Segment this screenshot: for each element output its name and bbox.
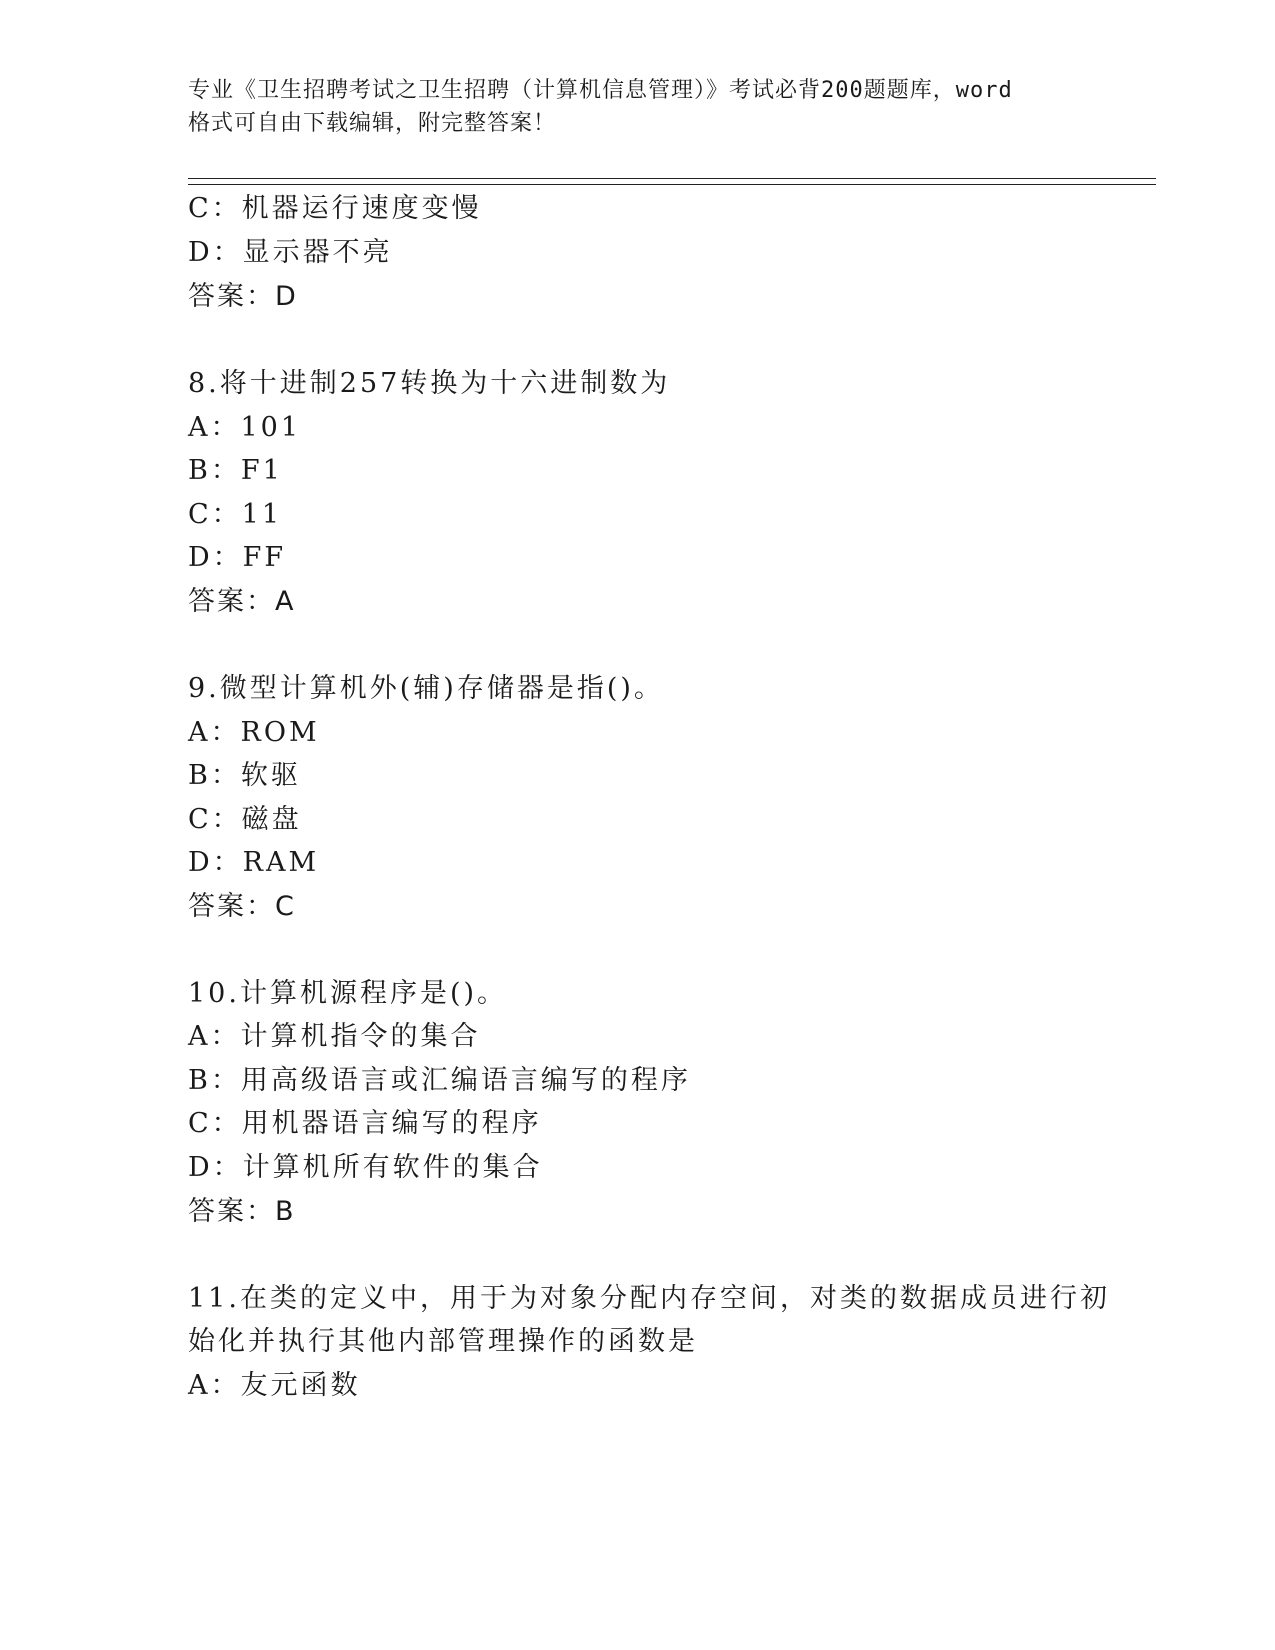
q8-option-c: C：11 — [188, 499, 283, 530]
q8-question: 8.将十进制257转换为十六进制数为 — [188, 368, 671, 399]
document-header — [188, 74, 1088, 140]
header-divider-top — [188, 178, 1156, 179]
q7-option-c: C：机器运行速度变慢 — [188, 193, 482, 224]
q11-question-line-1: 11.在类的定义中，用于为对象分配内存空间，对类的数据成员进行初 — [188, 1283, 1110, 1314]
q9-answer: 答案：C — [188, 891, 296, 922]
q8-option-a: A：101 — [188, 412, 302, 443]
header-line-1: 专业《卫生招聘考试之卫生招聘（计算机信息管理）》考试必背200题题库，word — [188, 78, 1013, 103]
q8-option-b: B：F1 — [188, 455, 283, 486]
q9-question: 9.微型计算机外(辅)存储器是指()。 — [188, 673, 664, 704]
q11-option-a: A：友元函数 — [188, 1370, 361, 1401]
q7-answer: 答案：D — [188, 281, 298, 312]
q8-answer: 答案：A — [188, 586, 296, 617]
q8-option-d: D：FF — [188, 542, 287, 573]
q7-option-d: D：显示器不亮 — [188, 237, 393, 268]
q10-question: 10.计算机源程序是()。 — [188, 978, 508, 1009]
q9-option-a: A：ROM — [188, 717, 320, 748]
q9-option-c: C：磁盘 — [188, 804, 302, 835]
q9-option-d: D：RAM — [188, 847, 320, 878]
q10-option-b: B：用高级语言或汇编语言编写的程序 — [188, 1065, 691, 1096]
q10-option-c: C：用机器语言编写的程序 — [188, 1108, 542, 1139]
header-divider-bottom — [188, 184, 1156, 185]
q10-option-d: D：计算机所有软件的集合 — [188, 1152, 543, 1183]
q9-option-b: B：软驱 — [188, 760, 301, 791]
q10-option-a: A：计算机指令的集合 — [188, 1021, 481, 1052]
q10-answer: 答案：B — [188, 1196, 296, 1227]
q11-question-line-2: 始化并执行其他内部管理操作的函数是 — [188, 1326, 698, 1357]
header-line-2: 格式可自由下载编辑，附完整答案！ — [188, 111, 557, 136]
